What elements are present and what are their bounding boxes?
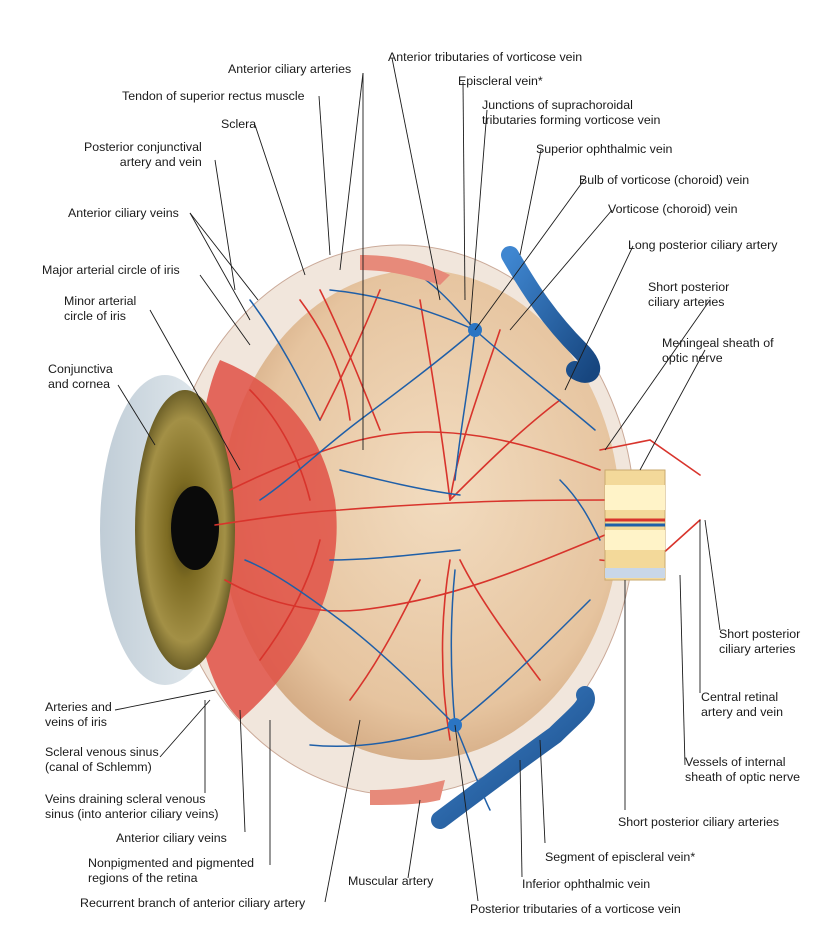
label-anterior-ciliary-veins-top: Anterior ciliary veins <box>68 206 179 220</box>
label-veins-draining: Veins draining scleral venous sinus (into anterior ciliary veins) <box>45 792 219 821</box>
label-long-posterior: Long posterior ciliary artery <box>628 238 778 252</box>
label-tendon-superior-rectus: Tendon of superior rectus muscle <box>122 89 305 103</box>
label-short-posterior-top: Short posterior ciliary arteries <box>648 280 730 309</box>
label-anterior-ciliary-veins-bottom: Anterior ciliary veins <box>116 831 227 845</box>
optic-nerve <box>605 470 665 580</box>
label-sclera: Sclera <box>221 117 257 131</box>
label-vorticose-vein: Vorticose (choroid) vein <box>608 202 738 216</box>
label-vessels-internal-sheath: Vessels of internal sheath of optic nerve <box>685 755 801 784</box>
label-superior-ophthalmic: Superior ophthalmic vein <box>536 142 673 156</box>
label-major-arterial-circle: Major arterial circle of iris <box>42 263 180 277</box>
label-minor-arterial-circle: Minor arterial circle of iris <box>64 294 137 323</box>
label-bulb-vorticose: Bulb of vorticose (choroid) vein <box>579 173 750 187</box>
label-short-posterior-bottom: Short posterior ciliary arteries <box>618 815 780 829</box>
label-scleral-venous-sinus: Scleral venous sinus (canal of Schlemm) <box>45 745 159 774</box>
pupil <box>171 486 219 570</box>
label-recurrent-branch: Recurrent branch of anterior ciliary artery <box>80 896 306 910</box>
label-posterior-tributaries: Posterior tributaries of a vorticose vein <box>470 902 681 916</box>
label-segment-episcleral: Segment of episcleral vein* <box>545 850 696 864</box>
label-junctions-suprachoroidal: Junctions of suprachoroidal tributaries forming vorticose vein <box>482 98 661 127</box>
label-arteries-veins-iris: Arteries and veins of iris <box>45 700 112 729</box>
label-muscular-artery: Muscular artery <box>348 874 434 888</box>
label-nonpigmented-regions: Nonpigmented and pigmented regions of the retina <box>88 856 255 885</box>
label-short-posterior-right: Short posterior ciliary arteries <box>719 627 801 656</box>
label-meningeal-sheath: Meningeal sheath of optic nerve <box>662 336 774 365</box>
label-central-retinal: Central retinal artery and vein <box>701 690 783 719</box>
label-episcleral-vein: Episcleral vein* <box>458 74 543 88</box>
label-anterior-tributaries: Anterior tributaries of vorticose vein <box>388 50 583 64</box>
label-anterior-ciliary-arteries: Anterior ciliary arteries <box>228 62 352 76</box>
label-inferior-ophthalmic: Inferior ophthalmic vein <box>522 877 651 891</box>
label-posterior-conjunctival: Posterior conjunctival artery and vein <box>84 140 202 169</box>
label-conjunctiva-cornea: Conjunctiva and cornea <box>48 362 113 391</box>
